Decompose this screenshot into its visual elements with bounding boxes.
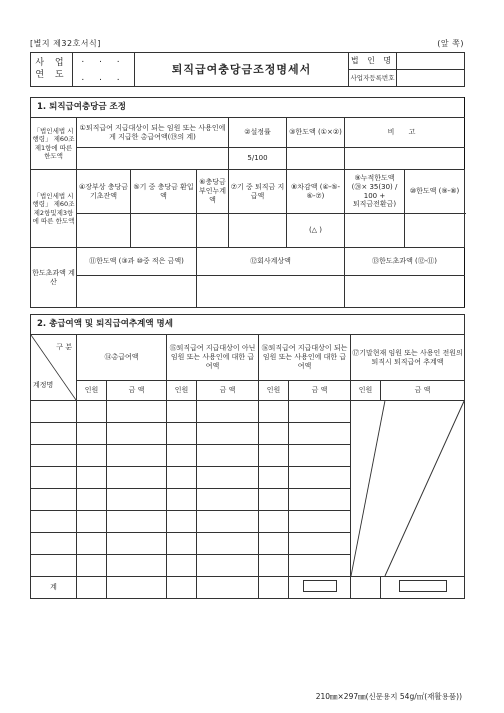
- section1-title: 1. 퇴직급여충당금 조정: [31, 98, 465, 118]
- data-cell[interactable]: [107, 489, 167, 511]
- data-cell[interactable]: [259, 401, 289, 423]
- data-cell[interactable]: [77, 401, 107, 423]
- biz-reg-label: 사업자등록번호: [349, 70, 397, 87]
- data-cell[interactable]: [107, 511, 167, 533]
- row2-label: 「법인세법 시행령」 제60조 제2항및제3항에 따른 한도액: [31, 170, 77, 248]
- page-side: (앞 쪽): [437, 39, 464, 48]
- amount-header: 금 액: [289, 381, 351, 401]
- c8-header: ⑧차감액 (④-⑤-⑥-⑦): [287, 170, 345, 214]
- data-cell[interactable]: [197, 445, 259, 467]
- data-cell[interactable]: [259, 533, 289, 555]
- data-cell[interactable]: [289, 511, 351, 533]
- c10-field[interactable]: [405, 214, 465, 248]
- g14-header: ⑭총급여액: [77, 335, 167, 381]
- form-title: 퇴직급여충당금조정명세서: [135, 53, 349, 87]
- title-table: [30, 52, 465, 87]
- total-label: 계: [31, 577, 77, 599]
- data-cell[interactable]: [167, 401, 197, 423]
- c12-header: ⑫회사계상액: [197, 248, 345, 276]
- data-cell[interactable]: [289, 489, 351, 511]
- data-cell[interactable]: [107, 445, 167, 467]
- data-cell[interactable]: [197, 511, 259, 533]
- people-header: 인원: [77, 381, 107, 401]
- account-name-cell[interactable]: [31, 467, 77, 489]
- g17-header: ⑰기말현재 임원 또는 사용인 전원의 퇴직시 퇴직급여 추계액: [351, 335, 465, 381]
- c11-header: ⑪한도액 (③과 ⑩중 적은 금액): [77, 248, 197, 276]
- account-name-cell[interactable]: [31, 423, 77, 445]
- col4-header: 비 고: [345, 118, 465, 148]
- remarks-field[interactable]: [345, 148, 465, 170]
- data-cell[interactable]: [107, 467, 167, 489]
- c4-field[interactable]: [77, 214, 131, 248]
- data-cell[interactable]: [167, 423, 197, 445]
- col1-header: ①퇴직급여 지급대상이 되는 임원 또는 사용인에게 지급한 총급여액(⑲의 계): [77, 118, 229, 148]
- account-name-cell[interactable]: [31, 445, 77, 467]
- paper-spec: 210㎜×297㎜(신문용지 54g/㎡(재활용품)): [315, 692, 462, 701]
- section2-table: [30, 314, 465, 599]
- col3-header: ③한도액 (①×②): [287, 118, 345, 148]
- biz-reg-field[interactable]: [397, 70, 465, 87]
- table-row: [31, 401, 465, 423]
- business-year-label: 사 업 연 도: [31, 53, 73, 87]
- account-name-cell[interactable]: [31, 401, 77, 423]
- c6-field[interactable]: [197, 214, 229, 248]
- data-cell[interactable]: [259, 445, 289, 467]
- total-amount-15[interactable]: [197, 577, 259, 599]
- account-name-cell[interactable]: [31, 511, 77, 533]
- data-cell[interactable]: [197, 423, 259, 445]
- c10-header: ⑩한도액 (⑨-⑧): [405, 170, 465, 214]
- data-cell[interactable]: [259, 555, 289, 577]
- total-amount-17[interactable]: [381, 577, 465, 599]
- data-cell[interactable]: [77, 445, 107, 467]
- data-cell[interactable]: [259, 423, 289, 445]
- c5-field[interactable]: [131, 214, 197, 248]
- data-cell[interactable]: [107, 423, 167, 445]
- people-header: 인원: [167, 381, 197, 401]
- total-salary-field[interactable]: [77, 148, 229, 170]
- data-cell[interactable]: [289, 555, 351, 577]
- data-cell[interactable]: [167, 489, 197, 511]
- data-cell[interactable]: [77, 467, 107, 489]
- people-header: 인원: [259, 381, 289, 401]
- c9-header: ⑨누적한도액 (⑳× 35(30) / 100 + 퇴직금전환금): [345, 170, 405, 214]
- total-people-15[interactable]: [167, 577, 197, 599]
- corp-name-field[interactable]: [397, 53, 465, 70]
- account-name-cell[interactable]: [31, 533, 77, 555]
- g15-header: ⑮퇴직급여 지급대상이 아닌 임원 또는 사용인에 대한 급여액: [167, 335, 259, 381]
- c6-header: ⑥충당금 부인누계액: [197, 170, 229, 214]
- total-17-box[interactable]: [399, 580, 447, 592]
- data-cell[interactable]: [259, 467, 289, 489]
- data-cell[interactable]: [107, 555, 167, 577]
- c8-field[interactable]: (△ ): [287, 214, 345, 248]
- amount-header: 금 액: [197, 381, 259, 401]
- c5-header: ⑤기 중 충당금 환입액: [131, 170, 197, 214]
- c9-field[interactable]: [345, 214, 405, 248]
- amount-header: 금 액: [107, 381, 167, 401]
- data-cell[interactable]: [77, 555, 107, 577]
- data-cell[interactable]: [289, 445, 351, 467]
- data-cell[interactable]: [289, 467, 351, 489]
- data-cell[interactable]: [259, 489, 289, 511]
- data-cell[interactable]: [167, 533, 197, 555]
- form-number: [별지 제32호서식]: [30, 39, 101, 48]
- total-people-14[interactable]: [77, 577, 107, 599]
- section1-table: [30, 97, 465, 308]
- data-cell[interactable]: [107, 533, 167, 555]
- data-cell[interactable]: [77, 533, 107, 555]
- total-amount-14[interactable]: [107, 577, 167, 599]
- g16-header: ⑯퇴직급여 지급대상이 되는 임원 또는 사용인에 대한 급여액: [259, 335, 351, 381]
- data-cell[interactable]: [77, 489, 107, 511]
- data-cell[interactable]: [197, 555, 259, 577]
- data-cell[interactable]: [197, 489, 259, 511]
- c11-field[interactable]: [77, 276, 197, 308]
- g17-diagonal-block: [351, 401, 465, 577]
- rate-value: 5/100: [229, 148, 287, 170]
- c7-field[interactable]: [229, 214, 287, 248]
- row3-label: 한도초과액 계 산: [31, 248, 77, 308]
- total-16-box[interactable]: [303, 580, 337, 592]
- c13-header: ⑬한도초과액 (⑫-⑪): [345, 248, 465, 276]
- data-cell[interactable]: [289, 401, 351, 423]
- people-header: 인원: [351, 381, 381, 401]
- data-cell[interactable]: [289, 423, 351, 445]
- data-cell[interactable]: [259, 511, 289, 533]
- g17-diagonal-lines: [351, 401, 464, 576]
- data-cell[interactable]: [197, 533, 259, 555]
- data-cell[interactable]: [197, 401, 259, 423]
- amount-header: 금 액: [381, 381, 465, 401]
- data-cell[interactable]: [289, 533, 351, 555]
- data-cell[interactable]: [197, 467, 259, 489]
- limit-field[interactable]: [287, 148, 345, 170]
- total-people-17[interactable]: [351, 577, 381, 599]
- data-cell[interactable]: [77, 511, 107, 533]
- c4-header: ④장부상 충당금 기초잔액: [77, 170, 131, 214]
- data-cell[interactable]: [167, 467, 197, 489]
- business-year-dates[interactable]: . . . . . .: [73, 53, 135, 87]
- total-people-16[interactable]: [259, 577, 289, 599]
- data-cell[interactable]: [107, 401, 167, 423]
- data-cell[interactable]: [167, 511, 197, 533]
- data-cell[interactable]: [77, 423, 107, 445]
- c7-header: ⑦기 중 퇴직금 지급액: [229, 170, 287, 214]
- data-cell[interactable]: [167, 555, 197, 577]
- corp-name-label: 법 인 명: [349, 53, 397, 70]
- c13-field[interactable]: [345, 276, 465, 308]
- total-amount-16[interactable]: [289, 577, 351, 599]
- section2-title: 2. 총급여액 및 퇴직급여추계액 명세: [31, 315, 465, 335]
- account-name-cell[interactable]: [31, 489, 77, 511]
- c12-field[interactable]: [197, 276, 345, 308]
- account-name-cell[interactable]: [31, 555, 77, 577]
- col2-header: ②설정률: [229, 118, 287, 148]
- corner-header: 구 분 계정명: [31, 335, 77, 401]
- data-cell[interactable]: [167, 445, 197, 467]
- row1-label: 「법인세법 시행령」 제60조 제1항에 따른 한도액: [31, 118, 77, 170]
